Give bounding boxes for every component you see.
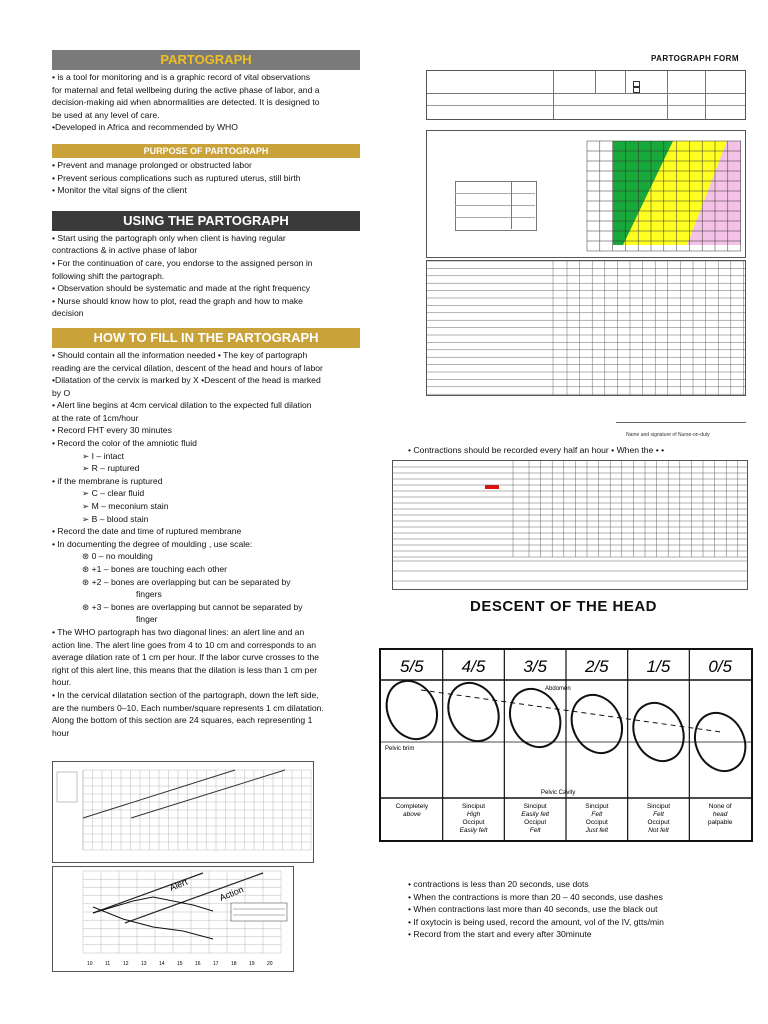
descent-bottom-label: Sinciput bbox=[523, 803, 547, 810]
fill-line: • Record FHT every 30 minutes bbox=[52, 425, 172, 436]
time-tick-label: 13 bbox=[141, 961, 147, 967]
partograph-form-image bbox=[422, 70, 746, 400]
descent-bottom-label: High bbox=[466, 811, 481, 818]
intro-text bbox=[52, 71, 360, 134]
red-highlight bbox=[485, 485, 499, 489]
descent-dashed-line bbox=[421, 690, 721, 732]
contractions-grid-svg bbox=[393, 461, 747, 589]
using-line: decision bbox=[52, 308, 84, 319]
intro-line: •Developed in Africa and recommended by WHO bbox=[52, 122, 238, 133]
alert-action-svg bbox=[53, 867, 293, 971]
fill-line: ➢ R – ruptured bbox=[82, 463, 140, 474]
intro-line: for maternal and fetal wellbeing during the active phase of labor, and a bbox=[52, 84, 320, 95]
time-tick-label: 16 bbox=[195, 961, 201, 967]
alert-action-chart bbox=[52, 866, 294, 972]
descent-curve bbox=[93, 907, 213, 939]
fill-line: ⊛ +1 – bones are touching each other bbox=[82, 564, 228, 574]
descent-bottom-label: Felt bbox=[591, 811, 603, 818]
patient-info-table bbox=[426, 70, 746, 120]
descent-diagram bbox=[379, 648, 753, 842]
alert-label: Alert bbox=[168, 876, 189, 893]
descent-bottom-label: Easily felt bbox=[459, 827, 488, 834]
fill-line: • In the cervical dilatation section of the partograph, down the left side, bbox=[52, 689, 319, 700]
time-tick-label: 10 bbox=[87, 961, 93, 967]
fill-line: ⊛ +3 – bones are overlapping but cannot be separated by bbox=[82, 601, 303, 612]
intro-line: decision-making aid when abnormalities are detected. It is designed to bbox=[52, 97, 320, 108]
descent-bottom-label: Occiput bbox=[524, 819, 547, 826]
fill-line: fingers bbox=[136, 589, 162, 600]
descent-bottom-label: Completely bbox=[395, 803, 429, 810]
intro-line: be used at any level of care. bbox=[52, 109, 160, 120]
descent-bottom-label: Occiput bbox=[585, 819, 608, 826]
descent-bottom-label: Sinciput bbox=[585, 803, 609, 810]
time-tick-label: 15 bbox=[177, 961, 183, 967]
time-tick-label: 11 bbox=[105, 961, 111, 967]
descent-fraction: 5/5 bbox=[400, 657, 424, 676]
descent-title: DESCENT OF THE HEAD bbox=[470, 598, 658, 615]
descent-bottom-label: Not felt bbox=[648, 827, 669, 834]
dilatation-chart-svg bbox=[53, 762, 313, 862]
partograph-heading: PARTOGRAPH bbox=[52, 50, 360, 70]
descent-bottom-label: Sinciput bbox=[646, 803, 671, 810]
descent-bottom-label: Occiput bbox=[647, 819, 670, 826]
fill-line: reading are the cervical dilation, descent of the head and hours of labor bbox=[52, 362, 323, 373]
fill-line: • Alert line begins at 4cm cervical dilation to the expected full dilation bbox=[52, 400, 312, 411]
bullet-item: • When the contractions is more than 20 – 40 seconds, use dashes bbox=[408, 891, 663, 902]
fill-line: ➢ M – meconium stain bbox=[82, 501, 169, 512]
fill-line: • Should contain all the information needed • The key of partograph bbox=[52, 349, 308, 360]
bullet-item: • Record from the start and every after 30minute bbox=[408, 929, 592, 940]
using-line: following shift the partograph. bbox=[52, 270, 165, 281]
using-line: contractions & in active phase of labor bbox=[52, 245, 198, 256]
using-line: • Observation should be systematic and made at the right frequency bbox=[52, 283, 311, 294]
descent-bottom-label: Easily felt bbox=[521, 811, 550, 818]
bullet-item: • When contractions last more than 40 seconds, use the black out bbox=[408, 904, 658, 915]
intro-line: • is a tool for monitoring and is a graphic record of vital observations bbox=[52, 72, 311, 82]
time-tick-label: 14 bbox=[159, 961, 165, 967]
using-line: • Start using the partograph only when client is having regular bbox=[52, 232, 286, 243]
using-line: • For the continuation of care, you endorse to the assigned person in bbox=[52, 257, 313, 268]
fill-line: by O bbox=[52, 387, 71, 398]
bullet-item: • contractions is less than 20 seconds, use dots bbox=[408, 879, 589, 889]
fill-line: right of this alert line, this means that the dilation is less than 1 cm per bbox=[52, 664, 318, 675]
fill-line: ⊛ 0 – no moulding bbox=[82, 551, 153, 562]
descent-bottom-label: above bbox=[402, 811, 421, 818]
fetal-head-icon bbox=[624, 695, 693, 770]
fetal-head-icon bbox=[381, 673, 446, 748]
descent-fraction: 0/5 bbox=[708, 657, 732, 676]
fill-line: ➢ C – clear fluid bbox=[82, 488, 145, 499]
fill-line: • Record the color of the amniotic fluid bbox=[52, 438, 197, 449]
signature-underline bbox=[616, 422, 746, 423]
purpose-item: • Prevent and manage prolonged or obstructed labor bbox=[52, 159, 252, 170]
signature-line: Name and signature of Nurse-on-duty bbox=[626, 432, 710, 438]
descent-fraction: 3/5 bbox=[523, 657, 547, 676]
fill-line: action line. The alert line goes from 4 to 10 cm and corresponds to an bbox=[52, 639, 317, 650]
time-tick-label: 12 bbox=[123, 961, 129, 967]
fill-line: • In documenting the degree of moulding , use scale: bbox=[52, 538, 253, 549]
fill-line: • Record the date and time of ruptured membrane bbox=[52, 526, 242, 537]
fill-list bbox=[52, 349, 360, 739]
fill-line: •Dilatation of the cervix is marked by X •Descent of the head is marked bbox=[52, 375, 321, 386]
contractions-note: • Contractions should be recorded every half an hour • When the • • bbox=[408, 445, 665, 455]
fill-line: ➢ I – intact bbox=[82, 450, 125, 461]
descent-fraction: 1/5 bbox=[646, 657, 671, 676]
using-heading: USING THE PARTOGRAPH bbox=[52, 211, 360, 231]
fill-line: hour. bbox=[52, 677, 72, 688]
fill-line: average dilation rate of 1 cm per hour. If the labor curve crosses to the bbox=[52, 652, 320, 663]
descent-bottom-label: Sinciput bbox=[461, 803, 486, 810]
abdomen-label: Abdomen bbox=[545, 686, 571, 692]
contraction-bullets bbox=[408, 878, 664, 941]
fill-line: at the rate of 1cm/hour bbox=[52, 412, 139, 423]
fill-line: ⊛ +2 – bones are overlapping but can be separated by bbox=[82, 576, 291, 587]
time-tick-label: 17 bbox=[213, 961, 219, 967]
fill-line: ➢ B – blood stain bbox=[82, 513, 149, 524]
syntocinon-note-box bbox=[231, 903, 287, 921]
observations-grid-svg bbox=[427, 261, 745, 395]
action-label: Action bbox=[218, 884, 245, 903]
descent-bottom-label: None of bbox=[708, 803, 732, 810]
fill-line: • if the membrane is ruptured bbox=[52, 475, 163, 486]
pelvic-cavity-label: Pelvic Cavity bbox=[541, 790, 576, 796]
contractions-form-image bbox=[392, 460, 748, 590]
descent-bottom-label: Occiput bbox=[462, 819, 485, 826]
left-column bbox=[52, 50, 360, 739]
fill-line: are the numbers 0–10. Each number/square represents 1 cm dilatation. bbox=[52, 702, 324, 713]
dilatation-chart-thumbnail bbox=[52, 761, 314, 863]
fetal-head-icon bbox=[562, 687, 631, 762]
descent-bottom-label: Just felt bbox=[585, 827, 609, 834]
using-list bbox=[52, 232, 360, 320]
dilatation-section bbox=[426, 130, 746, 258]
form-title: PARTOGRAPH FORM bbox=[651, 54, 739, 63]
descent-bottom-label: Felt bbox=[529, 827, 541, 834]
fill-line: hour bbox=[52, 727, 70, 738]
observations-table bbox=[426, 260, 746, 396]
descent-svg bbox=[381, 650, 751, 840]
time-tick-label: 20 bbox=[267, 961, 273, 967]
descent-bottom-label: head bbox=[712, 811, 728, 818]
time-tick-label: 18 bbox=[231, 961, 237, 967]
purpose-list bbox=[52, 159, 360, 197]
pelvic-brim-label: Pelvic brim bbox=[385, 746, 415, 752]
using-line: • Nurse should know how to plot, read the graph and how to make bbox=[52, 295, 303, 306]
labor-curve bbox=[93, 897, 213, 913]
descent-bottom-label: Felt bbox=[653, 811, 664, 818]
fill-line: Along the bottom of this section are 24 squares, each representing 1 bbox=[52, 715, 313, 726]
descent-fraction: 2/5 bbox=[585, 657, 609, 676]
bullet-item: • If oxytocin is being used, record the amount, vol of the IV, gtts/min bbox=[408, 916, 664, 927]
descent-bottom-label: palpable bbox=[707, 819, 733, 826]
purpose-item: • Monitor the vital signs of the client bbox=[52, 185, 187, 196]
fill-line: • The WHO partograph has two diagonal lines: an alert line and an bbox=[52, 626, 305, 637]
purpose-item: • Prevent serious complications such as ruptured uterus, still birth bbox=[52, 172, 301, 183]
fill-line: finger bbox=[136, 614, 158, 625]
time-tick-label: 19 bbox=[249, 961, 255, 967]
purpose-heading: PURPOSE OF PARTOGRAPH bbox=[52, 144, 360, 158]
descent-fraction: 4/5 bbox=[461, 657, 486, 676]
fill-heading: HOW TO FILL IN THE PARTOGRAPH bbox=[52, 328, 360, 348]
fetal-head-icon bbox=[439, 675, 508, 750]
